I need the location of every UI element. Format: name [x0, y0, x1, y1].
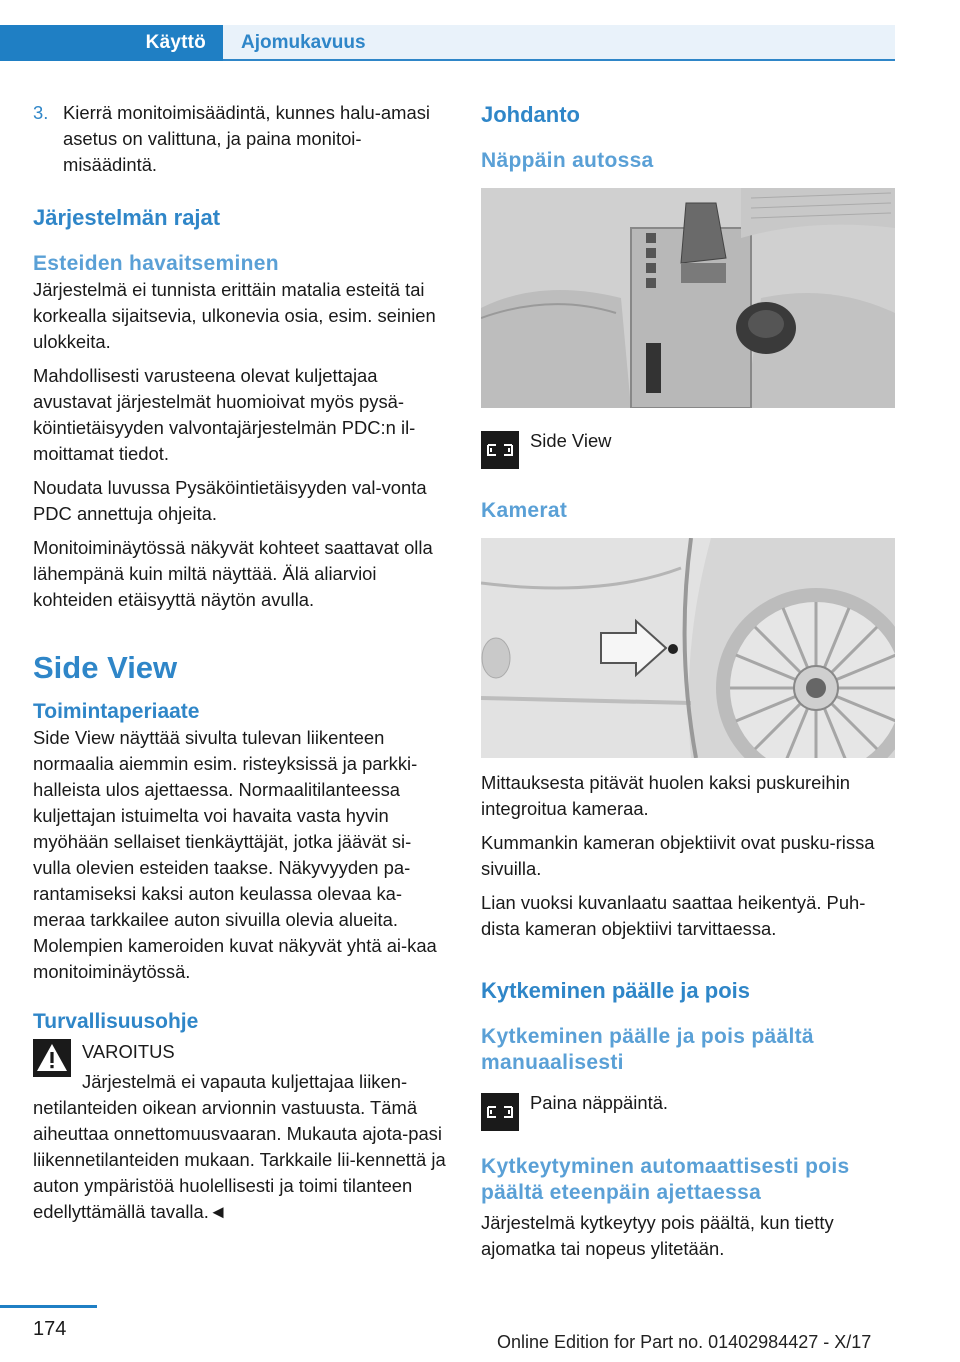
auto-text: Järjestelmä kytkeytyy pois päältä, kun tietty ajomatka tai nopeus ylitetään.	[481, 1212, 834, 1259]
principle-heading: Toimintaperiaate	[33, 700, 200, 723]
sideview-button-label: Side View	[530, 430, 612, 451]
warning-triangle-icon	[33, 1039, 71, 1077]
obstacles-heading: Esteiden havaitseminen	[33, 252, 279, 275]
intro-heading: Johdanto	[481, 102, 580, 127]
console-photo	[481, 188, 895, 408]
cameras-heading: Kamerat	[481, 499, 568, 522]
step-number: 3.	[33, 102, 49, 123]
manual-heading: Kytkeminen päälle ja pois päältä manuaalisesti	[481, 1025, 814, 1074]
bumper-camera-photo	[481, 538, 895, 758]
sideview-symbol-icon	[486, 1102, 514, 1122]
obstacles-paragraph-2: Mahdollisesti varusteena olevat kuljettajaa avustavat järjestelmät huomioivat myös pysä-köintietäisyyden valvontajärjestelmän PDC:n il-moittamat tiedot.	[33, 365, 416, 464]
manual-text: Paina näppäintä.	[530, 1092, 669, 1113]
principle-paragraph: Side View näyttää sivulta tulevan liikenteen normaalia aiemmin esim. risteyksissä ja parkki-halleista ulos ajettaessa. Normaalitilanteessa kuljettajan istuimelta voi havaita vasta hyvin myöhään sellaiset tienkäyttäjät, jotka jäävät si-vulla olevien esteiden taakse. Näkyvyyden pa-rantamiseksi kaksi auton keulassa olevaa ka-meraa tarkkailee auton sivuilla olevia alueita. Molempien kameroiden kuvat näkyvät yhtä ai-kaa monitoiminäytössä.	[33, 727, 437, 982]
limits-heading: Järjestelmän rajat	[33, 205, 221, 230]
footer-edition: Online Edition for Part no. 01402984427 - X/17	[497, 1332, 872, 1352]
sideview-heading: Side View	[33, 650, 178, 685]
auto-heading: Kytkeytyminen automaattisesti pois päältä eteenpäin ajettaessa	[481, 1155, 850, 1204]
bumper-illustration	[481, 538, 895, 758]
left-column	[33, 100, 447, 1225]
cameras-paragraph-3: Lian vuoksi kuvanlaatu saattaa heikentyä. Puh-dista kameran objektiivi tarvittaessa.	[481, 892, 866, 939]
cameras-paragraph-1: Mittauksesta pitävät huolen kaksi puskureihin integroitua kameraa.	[481, 772, 851, 819]
warning-block	[33, 1039, 447, 1225]
tab-underline	[223, 59, 895, 61]
safety-heading: Turvallisuusohje	[33, 1010, 199, 1033]
onoff-heading: Kytkeminen päälle ja pois	[481, 978, 750, 1003]
step-text: Kierrä monitoimisäädintä, kunnes halu-amasi asetus on valittuna, ja paina monitoi-misäädintä.	[63, 102, 430, 175]
manual-button-icon[interactable]	[481, 1093, 519, 1131]
manual-button-row	[481, 1090, 895, 1132]
cameras-paragraph-2: Kummankin kameran objektiivit ovat pusku-rissa sivuilla.	[481, 832, 875, 879]
sideview-button-icon[interactable]	[481, 431, 519, 469]
right-column	[481, 100, 895, 1262]
warning-label: VAROITUS	[82, 1041, 175, 1062]
footer-accent-line	[0, 1305, 97, 1308]
page-number: 174	[33, 1318, 67, 1340]
chapter-tabs	[0, 25, 895, 61]
step-3	[33, 100, 447, 178]
tab-kaytto[interactable]: Käyttö	[0, 25, 223, 61]
sideview-symbol-icon	[486, 440, 514, 460]
warning-line-1: Järjestelmä ei vapauta kuljettajaa liiken-	[82, 1071, 408, 1092]
obstacles-paragraph-3: Noudata luvussa Pysäköintietäisyyden val-vonta PDC annettuja ohjeita.	[33, 477, 427, 524]
tab-ajomukavuus[interactable]: Ajomukavuus	[223, 25, 895, 61]
button-heading: Näppäin autossa	[481, 149, 654, 172]
console-illustration	[481, 188, 895, 408]
obstacles-paragraph-1: Järjestelmä ei tunnista erittäin matalia esteitä tai korkealla sijaitsevia, ulkonevia osia, esim. seinien ulokkeita.	[33, 279, 436, 352]
obstacles-paragraph-4: Monitoiminäytössä näkyvät kohteet saattavat olla lähempänä kuin miltä näyttää. Älä aliarvioi kohteiden etäisyyttä näytön avulla.	[33, 537, 433, 610]
warning-text: netilanteiden oikean arvionnin vastuusta. Tämä aiheuttaa onnettomuusvaaran. Mukauta ajota-pasi liikennetilanteiden mukaan. Tarkkaile lii-kennettä ja auton ympäristöä huolellisesti ja toimi tilanteen edellyttämällä tavalla.◄	[33, 1097, 446, 1222]
sideview-button-row	[481, 428, 895, 470]
